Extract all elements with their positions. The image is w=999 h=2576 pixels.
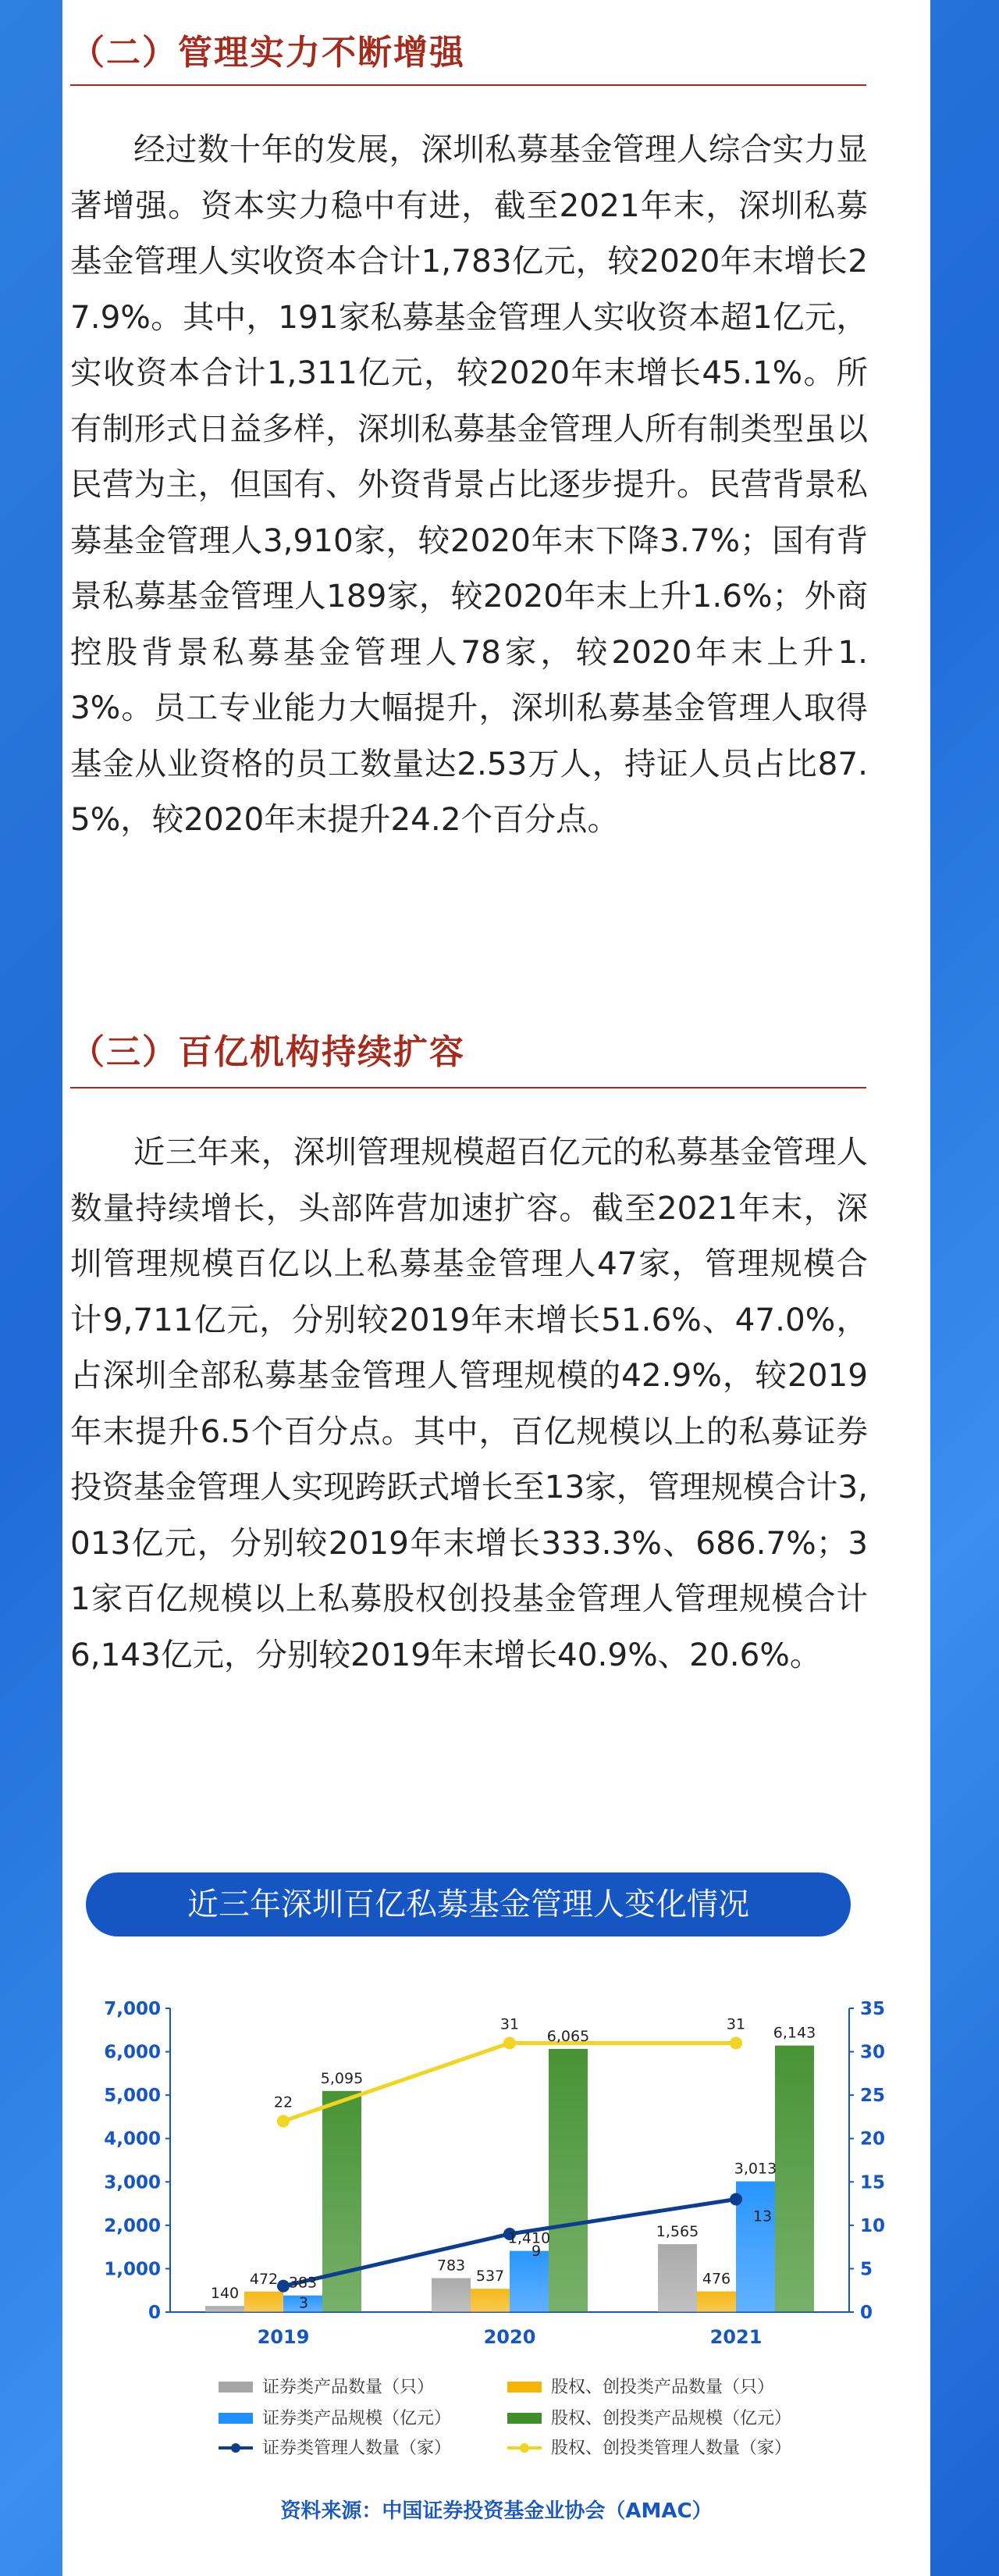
line-point (730, 2193, 742, 2206)
y-left-tick-label: 4,000 (104, 2129, 161, 2150)
bar-value-label: 3,013 (734, 2160, 777, 2178)
legend-swatch (507, 2382, 542, 2393)
line-value-label: 9 (531, 2242, 542, 2260)
y-left-tick-label: 7,000 (104, 1999, 161, 2019)
y-left-tick-label: 1,000 (104, 2259, 161, 2280)
section-2-rule (70, 84, 866, 86)
legend-label: 证券类产品数量（只） (262, 2378, 435, 2397)
legend-label: 证券类产品规模（亿元） (262, 2409, 452, 2428)
chart (62, 1976, 930, 2475)
chart-title-pill: 近三年深圳百亿私募基金管理人变化情况 (86, 1872, 851, 1936)
bar-value-label: 472 (249, 2270, 279, 2288)
section-2-body: 经过数十年的发展，深圳私募基金管理人综合实力显著增强。资本实力稳中有进，截至2021年末，深圳私募基金管理人实收资本合计1,783亿元，较2020年末增长27.9%。其中，191家私募基金管理人实收资本超1亿元，实收资本合计1,311亿元，较2020年末增长45.1%。所有制形式日益多样，深圳私募基金管理人所有制类型虽以民营为主，但国有、外资背景占比逐步提升。民营背景私募基金管理人3,910家，较2020年末下降3.7%；国有背景私募基金管理人189家，较2020年末上升1.6%；外商控股背景私募基金管理人78家，较2020年末上升1.3%。员工专业能力大幅提升，深圳私募基金管理人取得基金从业资格的员工数量达2.53万人，持证人员占比87.5%，较2020年末提升24.2个百分点。 (70, 130, 868, 838)
y-left-tick-label: 5,000 (104, 2086, 161, 2107)
bar-pe-scale (775, 2046, 814, 2312)
legend-label: 股权、创投类产品数量（只） (551, 2378, 775, 2397)
line-value-label: 22 (273, 2093, 293, 2111)
bar-sec-scale (510, 2251, 549, 2312)
y-right-tick-label: 10 (860, 2215, 886, 2236)
line-point (277, 2280, 290, 2293)
bar-value-label: 140 (210, 2285, 240, 2303)
section-3-body: 近三年来，深圳管理规模超百亿元的私募基金管理人数量持续增长，头部阵营加速扩容。截至2021年末，深圳管理规模百亿以上私募基金管理人47家，管理规模合计9,711亿元，分别较2019年末增长51.6%、47.0%，占深圳全部私募基金管理人管理规模的42.9%，较2019年末提升6.5个百分点。其中，百亿规模以上的私募证券投资基金管理人实现跨跃式增长至13家，管理规模合计3,013亿元，分别较2019年末增长333.3%、686.7%；31家百亿规模以上私募股权创投基金管理人管理规模合计6,143亿元，分别较2019年末增长40.9%、20.6%。 (70, 1133, 868, 1673)
y-right-tick-label: 15 (860, 2172, 886, 2193)
y-right-tick-label: 20 (860, 2129, 886, 2150)
bar-value-label: 6,143 (773, 2024, 816, 2042)
bar-sec-count (205, 2306, 244, 2312)
line-value-label: 13 (752, 2207, 773, 2225)
legend-marker (520, 2443, 529, 2453)
bar-pe-scale (322, 2091, 361, 2312)
y-right-tick-label: 5 (860, 2259, 873, 2280)
x-tick-label: 2021 (709, 2326, 763, 2348)
bar-value-label: 476 (702, 2270, 731, 2288)
chart-legend (219, 2378, 791, 2458)
bar-pe-count (471, 2289, 510, 2312)
bar-pe-count (244, 2292, 283, 2312)
y-right-tick-label: 0 (860, 2303, 873, 2323)
legend-label: 股权、创投类产品规模（亿元） (551, 2409, 792, 2428)
bar-value-label: 783 (436, 2257, 466, 2275)
legend-marker (231, 2443, 240, 2453)
legend-swatch (219, 2413, 253, 2424)
legend-label: 股权、创投类管理人数量（家） (551, 2439, 792, 2458)
section-2-title: （二）管理实力不断增强 (70, 33, 465, 73)
legend-swatch (507, 2413, 542, 2424)
y-right-tick-label: 35 (860, 1999, 886, 2019)
y-left-tick-label: 3,000 (104, 2172, 161, 2193)
bar-pe-scale (549, 2049, 588, 2312)
y-right-tick-label: 25 (860, 2086, 886, 2107)
legend-swatch (219, 2382, 253, 2393)
bar-value-label: 6,065 (546, 2027, 590, 2045)
bar-value-label: 1,565 (656, 2223, 699, 2241)
bar-value-label: 383 (288, 2274, 318, 2292)
bar-value-label: 5,095 (320, 2069, 364, 2087)
y-right-tick-label: 30 (860, 2042, 886, 2063)
bar-sec-count (658, 2244, 697, 2312)
y-left-tick-label: 2,000 (104, 2215, 161, 2236)
line-value-label: 31 (500, 2015, 520, 2033)
line-point (730, 2036, 742, 2049)
line-value-label: 3 (298, 2294, 309, 2312)
x-tick-label: 2020 (483, 2326, 536, 2348)
section-3-title: （三）百亿机构持续扩容 (70, 1032, 465, 1072)
bar-sec-count (432, 2278, 471, 2312)
y-left-tick-label: 6,000 (104, 2042, 161, 2063)
line-point (277, 2115, 290, 2127)
y-left-tick-label: 0 (148, 2303, 161, 2323)
bar-pe-count (697, 2292, 736, 2312)
line-point (503, 2036, 516, 2049)
x-tick-label: 2019 (257, 2326, 310, 2348)
legend-label: 证券类管理人数量（家） (262, 2439, 452, 2458)
bar-value-label: 1,410 (507, 2229, 551, 2247)
source-note: 资料来源：中国证券投资基金业协会（AMAC） (280, 2499, 713, 2523)
section-3-rule (70, 1087, 866, 1088)
line-value-label: 31 (726, 2015, 746, 2033)
bar-value-label: 537 (475, 2268, 505, 2286)
